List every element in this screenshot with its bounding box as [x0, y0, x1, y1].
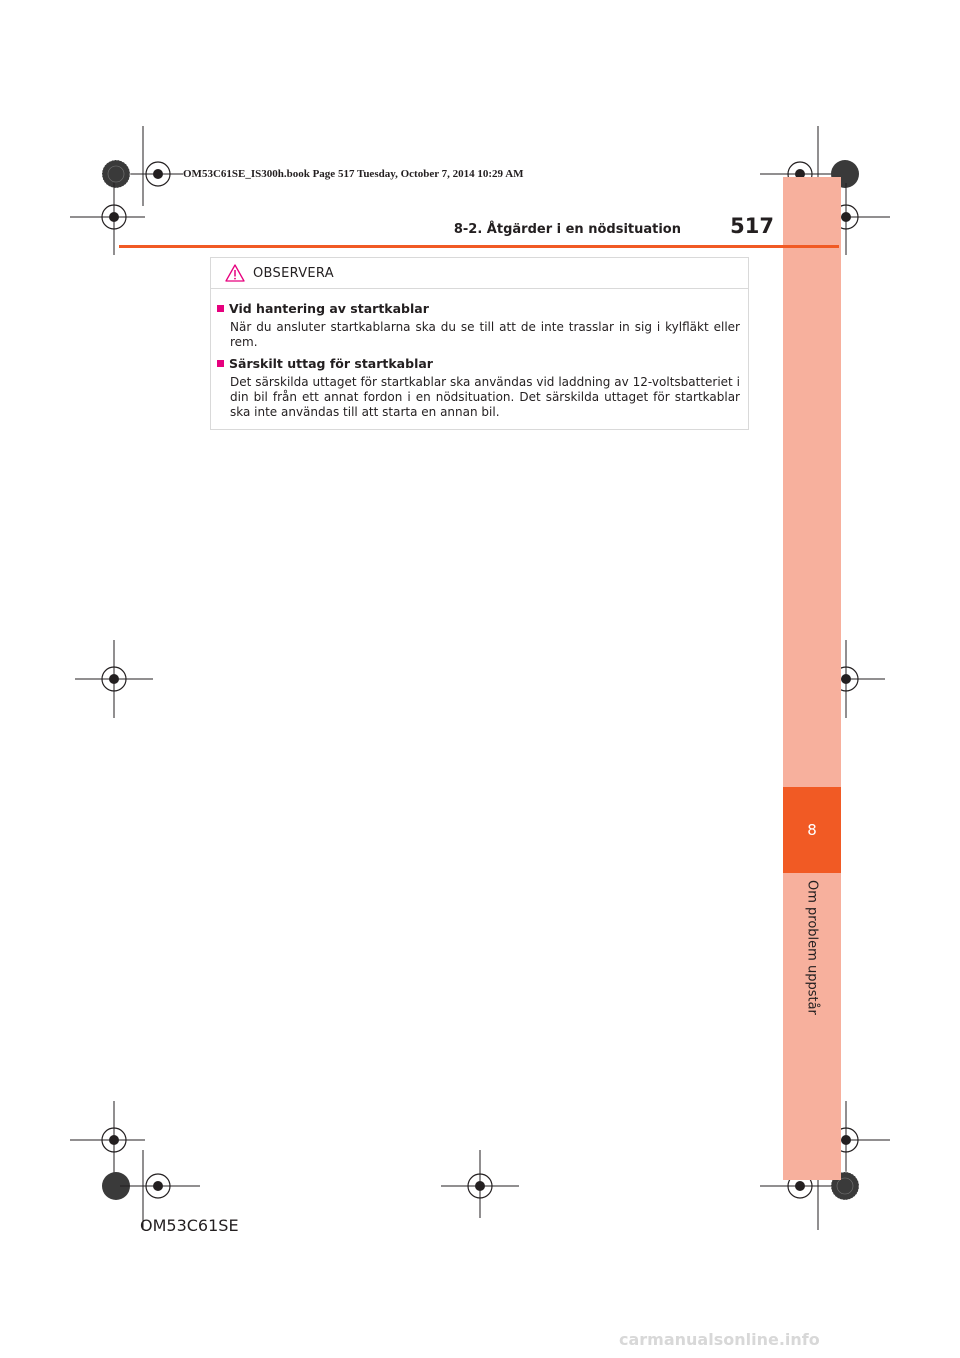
page-number: 517 — [730, 214, 774, 238]
print-info-line: OM53C61SE_IS300h.book Page 517 Tuesday, October 7, 2014 10:29 AM — [183, 168, 524, 180]
notice-item-heading-text: Särskilt uttag för startkablar — [229, 356, 433, 371]
watermark: carmanualsonline.info — [619, 1330, 820, 1349]
manual-code: OM53C61SE — [140, 1216, 239, 1235]
notice-item — [217, 356, 740, 420]
notice-item — [217, 301, 740, 350]
notice-title: OBSERVERA — [253, 265, 334, 281]
chapter-number-tab[interactable] — [783, 787, 841, 873]
notice-item-text: Det särskilda uttaget för startkablar ska användas vid laddning av 12-voltsbatteriet i din bil från ett annat fordon i en nödsituation. Det särskilda uttaget för startkablar ska inte användas till att starta en annan bil. — [230, 375, 740, 419]
notice-item-text: När du ansluter startkablarna ska du se till att de inte trasslar in sig i kylfläkt eller rem. — [230, 320, 740, 349]
notice-item-heading-text: Vid hantering av startkablar — [229, 301, 429, 316]
section-title: 8-2. Åtgärder i en nödsituation — [453, 222, 681, 237]
chapter-number: 8 — [807, 821, 817, 839]
chapter-title: Om problem uppstår — [804, 880, 820, 1015]
square-bullet-icon — [217, 360, 224, 367]
notice-header — [211, 258, 748, 289]
notice-item-heading — [217, 301, 740, 316]
header-rule — [119, 245, 839, 248]
notice-box — [210, 257, 749, 430]
warning-triangle-icon — [225, 264, 245, 282]
chapter-label-area — [783, 880, 841, 1030]
notice-item-heading — [217, 356, 740, 371]
notice-body — [211, 289, 748, 420]
square-bullet-icon — [217, 305, 224, 312]
